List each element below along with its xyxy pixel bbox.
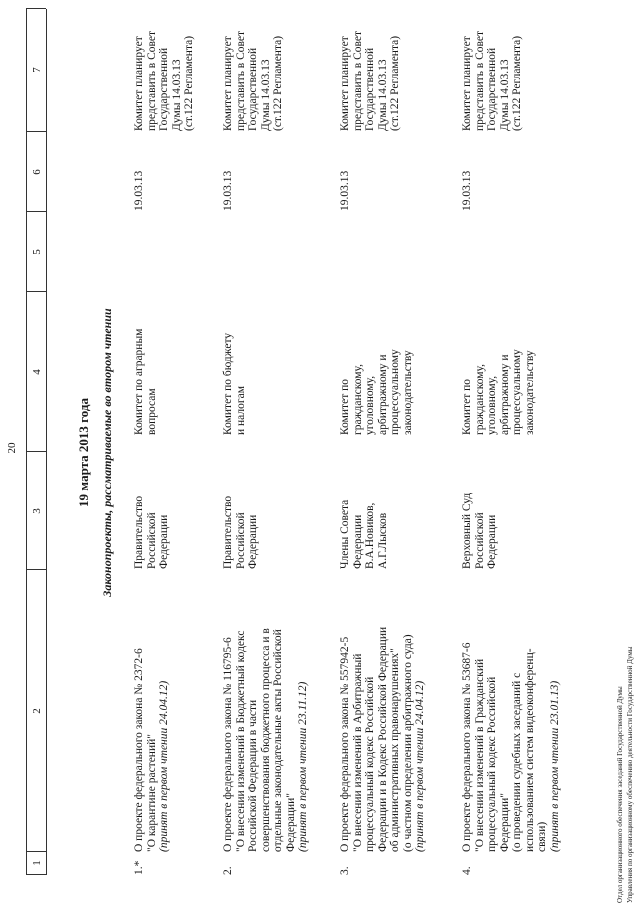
initiator: Правительство Российской Федерации: [222, 495, 259, 569]
first-reading-note: (принят в первом чтении 24.04.12): [158, 680, 170, 852]
review-date: 19.03.13: [133, 170, 145, 211]
page-number: 20: [6, 442, 18, 454]
column-number: 2: [31, 708, 43, 714]
row-number: 2.: [222, 866, 234, 875]
footer-line: Управления по организационному обеспечению деятельности Государственной Думы: [626, 646, 634, 903]
initiator: Члены Совета Федерации В.А.Новиков, А.Г.Лысков: [339, 499, 389, 569]
bill-title: О проекте федерального закона № 53687-6 "О внесении изменений в Гражданский процессуальный кодекс Российской Федерации" (о проведении судебных заседаний с использованием систем видеоконференц- связи): [461, 642, 548, 852]
responsible-committee: Комитет по гражданскому, уголовному, арбитражному и процессуальному законодательству: [461, 349, 536, 435]
remark: Комитет планирует представить в Совет Государственной Думы 14.03.13 (ст.122 Регламента): [461, 30, 523, 131]
first-reading-note: (принят в первом чтении 23.01.13): [548, 680, 561, 852]
bill-title: О проекте федерального закона № 557942-5 "О внесении изменений в Арбитражный процессуальный кодекс Российской Федерации и в Кодекс Российской Федерации об административных правонарушениях" (о частном определении арбитражного суда): [339, 626, 414, 852]
responsible-committee: Комитет по гражданскому, уголовному, арбитражному и процессуальному законодательству: [339, 349, 414, 435]
initiator: Правительство Российской Федерации: [133, 495, 170, 569]
remark: Комитет планирует представить в Совет Государственной Думы 14.03.13 (ст.122 Регламента): [133, 30, 195, 131]
row-number: 3.: [339, 866, 351, 875]
column-number: 4: [31, 369, 43, 375]
review-date: 19.03.13: [461, 170, 473, 211]
column-number: 5: [31, 249, 43, 255]
date-heading: 19 марта 2013 года: [76, 398, 91, 507]
bill-title: О проекте федерального закона № 2372-6 "О карантине растений": [133, 648, 158, 852]
section-heading: Законопроекты, рассматриваемые во втором чтении: [100, 308, 114, 597]
column-number: 7: [31, 67, 43, 73]
column-number: 1: [31, 860, 43, 866]
responsible-committee: Комитет по бюджету и налогам: [222, 332, 247, 435]
footer-line: Отдел организационного обеспечения заседаний Государственной Думы: [616, 686, 624, 903]
review-date: 19.03.13: [339, 170, 351, 211]
bill-title: О проекте федерального закона № 116795-6 "О внесении изменений в Бюджетный кодекс Российской Федерации в части совершенствования бюджетного процесса и в отдельные законодательные акты Российской Федерации": [222, 628, 297, 852]
initiator: Верховный Суд Российской Федерации: [461, 492, 498, 569]
remark: Комитет планирует представить в Совет Государственной Думы 14.03.13 (ст.122 Регламента): [222, 30, 284, 131]
first-reading-note: (принят в первом чтении 23.11.12): [297, 681, 309, 852]
row-number: 4.: [461, 866, 473, 875]
row-number: 1.*: [133, 860, 145, 875]
responsible-committee: Комитет по аграрным вопросам: [133, 328, 158, 435]
column-number: 3: [31, 508, 43, 514]
first-reading-note: (принят в первом чтении 24.04.12): [414, 680, 426, 852]
remark: Комитет планирует представить в Совет Государственной Думы 14.03.13 (ст.122 Регламента): [339, 30, 401, 131]
review-date: 19.03.13: [222, 170, 234, 211]
column-number: 6: [31, 169, 43, 175]
